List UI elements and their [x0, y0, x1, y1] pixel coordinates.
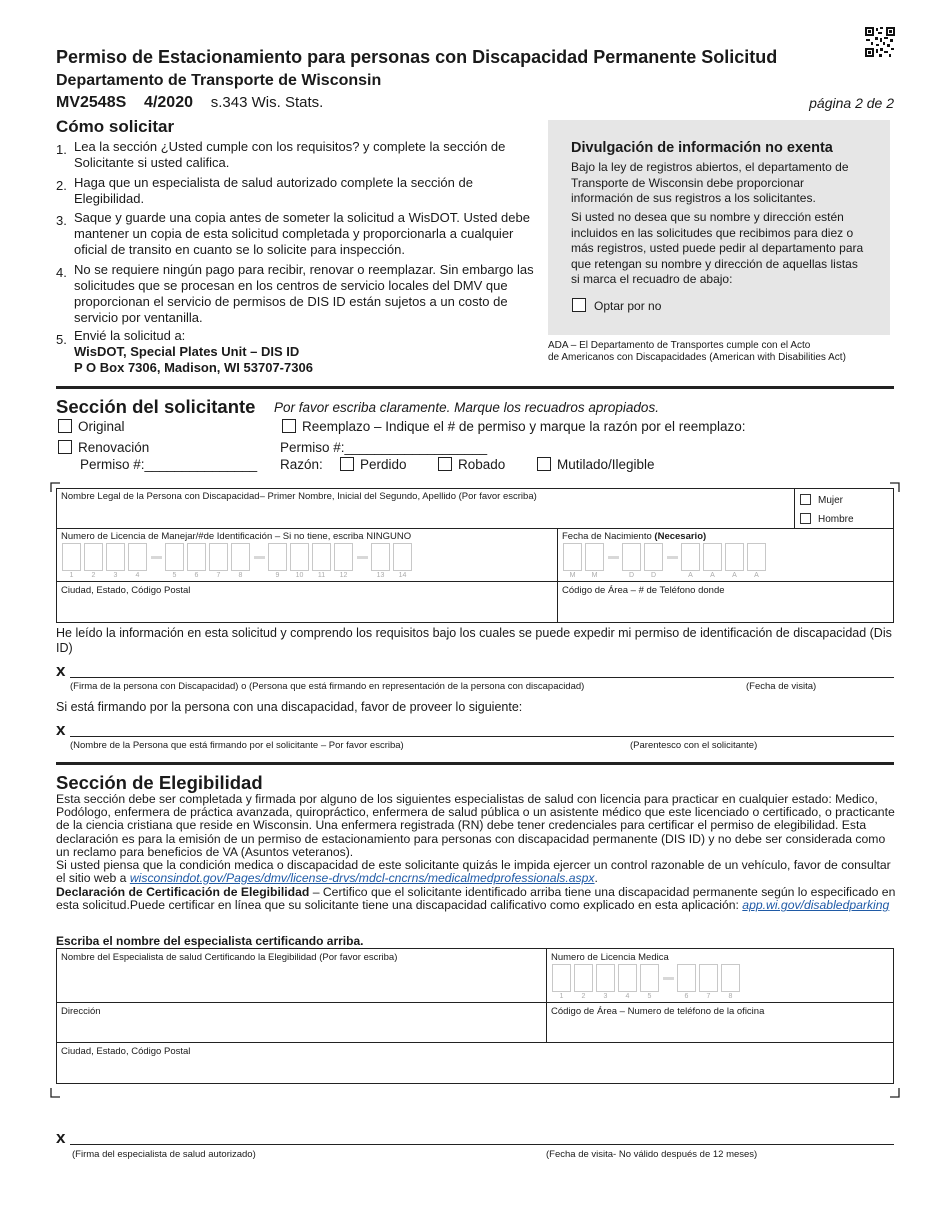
- digit-box-label: 13: [376, 572, 385, 579]
- digit-box-label: 8: [728, 993, 733, 1000]
- disclosure-para-1: Bajo la ley de registros abiertos, el departamento de Transporte de Wisconsin debe proporcionar información de sus registros a los solicitantes.: [571, 160, 849, 205]
- digit-box[interactable]: [725, 543, 744, 571]
- digit-box[interactable]: [677, 964, 696, 992]
- disabled-parking-link[interactable]: app.wi.gov/disabledparking: [742, 898, 890, 913]
- digit-box-label: M: [591, 572, 598, 579]
- ada-line-1: ADA – El Departamento de Transportes cumple con el Acto: [548, 340, 811, 351]
- digit-box-label: 4: [135, 572, 140, 579]
- digit-box[interactable]: [371, 543, 390, 571]
- disclosure-title: Divulgación de información no exenta: [571, 140, 833, 156]
- disclosure-para-2: Si usted no desea que su nombre y dirección estén incluidos en las solicitudes que recibimos para diez o más registros, usted puede pedir al departamento para que retengan su nombre y dirección de aquellas listas si marca el recuadro de abajo:: [571, 210, 864, 286]
- step-2-text: Haga que un especialista de salud autorizado complete la sección de Elegibilidad.: [74, 175, 473, 206]
- phone-label: Código de Área – # de Teléfono donde: [562, 585, 725, 596]
- digit-box[interactable]: [268, 543, 287, 571]
- digit-box[interactable]: [552, 964, 571, 992]
- reason-stolen-label: Robado: [458, 457, 506, 472]
- specialist-signature-caption: (Firma del especialista de salud autorizado): [72, 1149, 256, 1160]
- step-1-text: Lea la sección ¿Usted cumple con los requisitos? y complete la sección de Solicitante si usted califica.: [74, 139, 506, 170]
- eligibility-para-2-text: Si usted piensa que la condición medica o discapacidad de este solicitante quizás le impida ejercer un control razonable de un vehículo, favor de consultar el sitio web a: [56, 858, 891, 886]
- applicant-signature-line[interactable]: [70, 677, 894, 678]
- reason-mutilated-label: Mutilado/Ilegible: [557, 457, 655, 472]
- replacement-permit-number-field[interactable]: Permiso #:___________________: [280, 440, 488, 455]
- female-label: Mujer: [818, 495, 844, 506]
- proxy-prompt: Si está firmando por la persona con una discapacidad, favor de proveer lo siguiente:: [56, 700, 523, 714]
- digit-box[interactable]: [747, 543, 766, 571]
- step-number: 4.: [56, 265, 67, 280]
- digit-box[interactable]: [596, 964, 615, 992]
- digit-box[interactable]: [681, 543, 700, 571]
- eligibility-section-title: Sección de Elegibilidad: [56, 772, 263, 793]
- legal-name-input[interactable]: [61, 504, 789, 526]
- digit-box[interactable]: [165, 543, 184, 571]
- license-number-label: Numero de Licencia de Manejar/#de Identificación – Si no tiene, escriba NINGUNO: [61, 531, 412, 542]
- digit-box[interactable]: [334, 543, 353, 571]
- digit-box-label: 9: [275, 572, 280, 579]
- write-specialist-name-instruction: Escriba el nombre del especialista certificando arriba.: [56, 934, 364, 948]
- digit-box[interactable]: [640, 964, 659, 992]
- grid-line: [557, 528, 558, 623]
- digit-box-label: 6: [194, 572, 199, 579]
- digit-box[interactable]: [209, 543, 228, 571]
- digit-box-label: 10: [295, 572, 304, 579]
- specialist-name-label: Nombre del Especialista de salud Certificando la Elegibilidad (Por favor escriba): [61, 952, 398, 963]
- reason-mutilated-checkbox[interactable]: [537, 457, 551, 471]
- eligibility-para-1: Esta sección debe ser completada y firmada por alguno de los siguientes especialistas de salud con licencia para practicar en cualquier estado: Medico, Podólogo, enfermera de práctica avanzada, quiropráctico, enfermera de salud pública o un asistente médico que este licenciado o certificado, o practicante de la ciencia cristiana que reside en Wisconsin. Una enfermera registrada (RN) debe tener credenciales para certificar el permiso de elegibilidad. Esta declaración es para la emisión de un permiso de estacionamiento para personas con discapacidad permanente (DIS ID) y no debe ser considerada como un reclamo para beneficios de VA (Asuntos veteranos).: [56, 792, 895, 859]
- disclosure-panel: [548, 120, 890, 335]
- step-number: 1.: [56, 142, 67, 157]
- grid-line: [56, 1042, 894, 1043]
- original-checkbox[interactable]: [58, 419, 72, 433]
- proxy-relation-caption: (Parentesco con el solicitante): [630, 740, 758, 751]
- ada-line-2: de Americanos con Discapacidades (American with Disabilities Act): [548, 352, 846, 363]
- digit-box-label: 7: [216, 572, 221, 579]
- digit-box-label: D: [650, 572, 657, 579]
- renewal-checkbox[interactable]: [58, 440, 72, 454]
- grid-line: [794, 488, 795, 529]
- replacement-checkbox[interactable]: [282, 419, 296, 433]
- crop-mark: [890, 1088, 900, 1098]
- digit-box[interactable]: [187, 543, 206, 571]
- signature-x-mark: x: [56, 1128, 66, 1147]
- digit-separator: [357, 556, 368, 559]
- proxy-name-caption: (Nombre de la Persona que está firmando por el solicitante – Por favor escriba): [70, 740, 404, 751]
- digit-box[interactable]: [62, 543, 81, 571]
- certification-declaration: [56, 886, 896, 912]
- address-input[interactable]: [61, 1019, 541, 1039]
- mailing-address-line-1: WisDOT, Special Plates Unit – DIS ID: [74, 344, 300, 359]
- reason-stolen-checkbox[interactable]: [438, 457, 452, 471]
- digit-box[interactable]: [290, 543, 309, 571]
- city-state-zip-input[interactable]: [61, 598, 551, 620]
- replacement-label: Reemplazo – Indique el # de permiso y marque la razón por el reemplazo:: [302, 419, 746, 434]
- eligibility-para-2: [56, 859, 896, 885]
- applicant-signature-date-caption: (Fecha de visita): [746, 681, 817, 692]
- digit-box[interactable]: [721, 964, 740, 992]
- digit-box[interactable]: [393, 543, 412, 571]
- digit-separator: [608, 556, 619, 559]
- dob-label-required: (Necesario): [654, 531, 707, 542]
- section-divider: [56, 762, 894, 765]
- renewal-permit-number-field[interactable]: Permiso #:_______________: [80, 457, 258, 472]
- department-name: Departamento de Transporte de Wisconsin: [56, 72, 382, 89]
- specialist-city-input[interactable]: [61, 1059, 887, 1081]
- digit-box-label: 6: [684, 993, 689, 1000]
- crop-mark: [50, 1088, 60, 1098]
- form-id: MV2548S: [56, 94, 127, 111]
- digit-box-label: A: [754, 572, 759, 579]
- statute: s.343 Wis. Stats.: [210, 94, 324, 111]
- digit-box-label: 2: [91, 572, 96, 579]
- digit-box[interactable]: [644, 543, 663, 571]
- grid-line: [56, 581, 894, 582]
- applicant-statement: He leído la información en esta solicitud y comprendo los requisitos bajo los cuales se puede expedir mi permiso de identificación de discapacidad (Dis ID): [56, 626, 892, 655]
- digit-box-label: 5: [172, 572, 177, 579]
- legal-name-label: Nombre Legal de la Persona con Discapacidad– Primer Nombre, Inicial del Segundo, Apellido (Por favor escriba): [61, 491, 537, 502]
- digit-box[interactable]: [106, 543, 125, 571]
- dob-label: [562, 531, 706, 543]
- qr-code-icon: [865, 27, 895, 57]
- declaration-text: – Certifico que el solicitante identificado arriba tiene una discapacidad permanente según lo especificado en esta solicitud.Puede certificar en línea que su solicitante tiene una discapacidad calificativo como explicado en esta aplicación:: [56, 885, 896, 913]
- step-number: 5.: [56, 332, 67, 347]
- mailing-address-line-2: P O Box 7306, Madison, WI 53707-7306: [74, 360, 313, 375]
- opt-out-label: Optar por no: [594, 299, 662, 313]
- reason-label: Razón:: [280, 457, 323, 472]
- how-to-apply-title: Cómo solicitar: [56, 117, 175, 136]
- digit-box-label: A: [732, 572, 737, 579]
- page-number: página 2 de 2: [809, 95, 894, 111]
- digit-box-label: 14: [398, 572, 407, 579]
- digit-box[interactable]: [84, 543, 103, 571]
- female-checkbox[interactable]: [800, 494, 811, 505]
- digit-box-label: 1: [559, 993, 564, 1000]
- specialist-name-input[interactable]: [61, 966, 541, 998]
- digit-box-label: D: [628, 572, 635, 579]
- digit-box[interactable]: [622, 543, 641, 571]
- grid-line: [56, 1002, 894, 1003]
- eligibility-para-2-end: .: [594, 871, 598, 886]
- address-label: Dirección: [61, 1006, 101, 1017]
- proxy-name-line[interactable]: [70, 736, 894, 737]
- medical-professionals-link[interactable]: wisconsindot.gov/Pages/dmv/license-drvs/mdcl-cncrns/medicalmedprofessionals.aspx: [129, 871, 595, 886]
- digit-box-label: 3: [603, 993, 608, 1000]
- digit-box[interactable]: [618, 964, 637, 992]
- form-title: Permiso de Estacionamiento para personas con Discapacidad Permanente Solicitud: [56, 47, 778, 67]
- medical-license-label: Numero de Licencia Medica: [551, 952, 669, 963]
- digit-box[interactable]: [703, 543, 722, 571]
- applicant-signature-caption: (Firma de la persona con Discapacidad) o (Persona que está firmando en representación de la persona con discapacidad): [70, 681, 585, 692]
- specialist-date-caption: (Fecha de visita- No válido después de 12 meses): [546, 1149, 758, 1160]
- digit-separator: [151, 556, 162, 559]
- declaration-heading: Declaración de Certificación de Elegibilidad: [56, 885, 310, 899]
- form-date: 4/2020: [144, 94, 193, 111]
- reason-lost-label: Perdido: [360, 457, 407, 472]
- step-3-text: Saque y guarde una copia antes de someter la solicitud a WisDOT. Usted debe mantener un copia de esta solicitud completada y proporcionarla a cualquier oficial de transito en cuanto se lo solicite para inspección.: [74, 210, 530, 257]
- specialist-city-label: Ciudad, Estado, Código Postal: [61, 1046, 191, 1057]
- digit-separator: [663, 977, 674, 980]
- digit-box-label: 2: [581, 993, 586, 1000]
- specialist-signature-line[interactable]: [70, 1144, 894, 1145]
- grid-line: [56, 528, 894, 529]
- male-label: Hombre: [818, 514, 854, 525]
- digit-box-label: 7: [706, 993, 711, 1000]
- office-phone-label: Código de Área – Numero de teléfono de la oficina: [551, 1006, 765, 1017]
- digit-box-label: 4: [625, 993, 630, 1000]
- digit-box-label: 5: [647, 993, 652, 1000]
- signature-x-mark: x: [56, 661, 66, 680]
- digit-box[interactable]: [574, 964, 593, 992]
- digit-box-label: M: [569, 572, 576, 579]
- step-number: 3.: [56, 213, 67, 228]
- digit-box[interactable]: [128, 543, 147, 571]
- digit-box-label: 12: [339, 572, 348, 579]
- section-divider: [56, 386, 894, 389]
- digit-separator: [667, 556, 678, 559]
- phone-input[interactable]: [562, 598, 888, 620]
- dob-label-text: Fecha de Nacimiento: [562, 531, 655, 542]
- digit-box-label: 3: [113, 572, 118, 579]
- signature-x-mark: x: [56, 720, 66, 739]
- digit-box-label: 11: [317, 572, 326, 579]
- digit-box[interactable]: [231, 543, 250, 571]
- city-state-zip-label: Ciudad, Estado, Código Postal: [61, 585, 191, 596]
- grid-line: [546, 948, 547, 1043]
- opt-out-checkbox[interactable]: [572, 298, 586, 312]
- office-phone-input[interactable]: [551, 1019, 887, 1039]
- step-number: 2.: [56, 178, 67, 193]
- step-5-text: Envié la solicitud a:: [74, 328, 186, 343]
- reason-lost-checkbox[interactable]: [340, 457, 354, 471]
- digit-box-label: 8: [238, 572, 243, 579]
- digit-box-label: A: [710, 572, 715, 579]
- digit-box-label: A: [688, 572, 693, 579]
- digit-box[interactable]: [563, 543, 582, 571]
- renewal-label: Renovación: [78, 440, 150, 455]
- digit-box[interactable]: [585, 543, 604, 571]
- original-label: Original: [78, 419, 125, 434]
- applicant-section-title: Sección del solicitante: [56, 396, 256, 417]
- form-id-line: [56, 94, 323, 112]
- digit-box[interactable]: [699, 964, 718, 992]
- digit-box-label: 1: [69, 572, 74, 579]
- step-4-text: No se requiere ningún pago para recibir, renovar o reemplazar. Sin embargo las solicitudes que se procesan en los centros de servicio locales del DMV que proporcionan el servicio de permisos de DIS ID están sujetos a un costo de servicio por ventanilla.: [74, 262, 534, 325]
- digit-separator: [254, 556, 265, 559]
- digit-box[interactable]: [312, 543, 331, 571]
- applicant-instructions: Por favor escriba claramente. Marque los recuadros apropiados.: [274, 400, 659, 415]
- male-checkbox[interactable]: [800, 513, 811, 524]
